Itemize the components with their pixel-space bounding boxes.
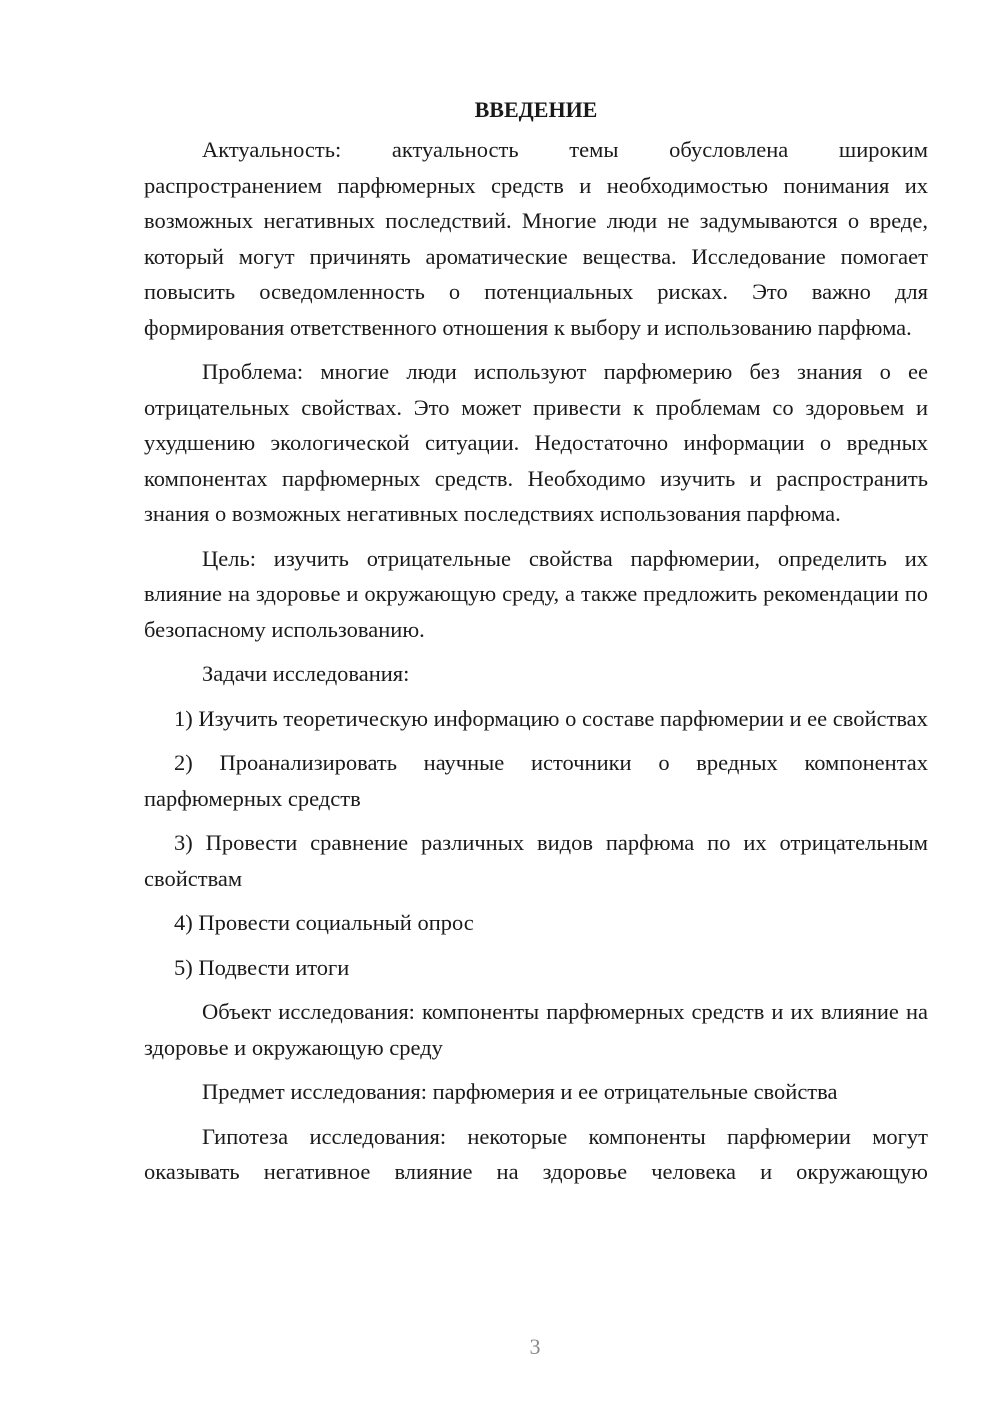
page-number: 3 (529, 1334, 541, 1359)
page-content (144, 92, 928, 1190)
paragraph-goal: Цель: изучить отрицательные свойства парфюмерии, определить их влияние на здоровье и окружающую среду, а также предложить рекомендации по безопасному использованию. (144, 545, 928, 642)
task-item-2: 2) Проанализировать научные источники о вредных компонентах парфюмерных средств (144, 750, 928, 811)
paragraph-problem: Проблема: многие люди используют парфюмерию без знания о ее отрицательных свойствах. Это может привести к проблемам со здоровьем и ухудшению экологической ситуации. Недостаточно информации о вредных компонентах парфюмерных средств. Необходимо изучить и распространить знания о возможных негативных последствиях использования парфюма. (144, 359, 928, 526)
paragraph-hypothesis: Гипотеза исследования: некоторые компоненты парфюмерии могут оказывать негативное влияние на здоровье человека и окружающую (144, 1123, 928, 1184)
paragraph-relevance: Актуальность: актуальность темы обусловлена широким распространением парфюмерных средств и необходимостью понимания их возможных негативных последствий. Многие люди не задумываются о вреде, который могут причинять ароматические вещества. Исследование помогает повысить осведомленность о потенциальных рисках. Это важно для формирования ответственного отношения к выбору и использованию парфюма. (144, 137, 928, 340)
task-item-1: 1) Изучить теоретическую информацию о составе парфюмерии и ее свойствах (174, 705, 928, 731)
paragraph-object: Объект исследования: компоненты парфюмерных средств и их влияние на здоровье и окружающую среду (144, 999, 928, 1060)
paragraph-subject: Предмет исследования: парфюмерия и ее отрицательные свойства (202, 1079, 838, 1104)
tasks-title: Задачи исследования: (202, 661, 410, 686)
task-item-5: 5) Подвести итоги (174, 954, 350, 980)
section-heading: ВВЕДЕНИЕ (474, 97, 598, 122)
task-item-4: 4) Провести социальный опрос (174, 910, 474, 935)
task-item-3: 3) Провести сравнение различных видов парфюма по их отрицательным свойствам (144, 830, 928, 891)
